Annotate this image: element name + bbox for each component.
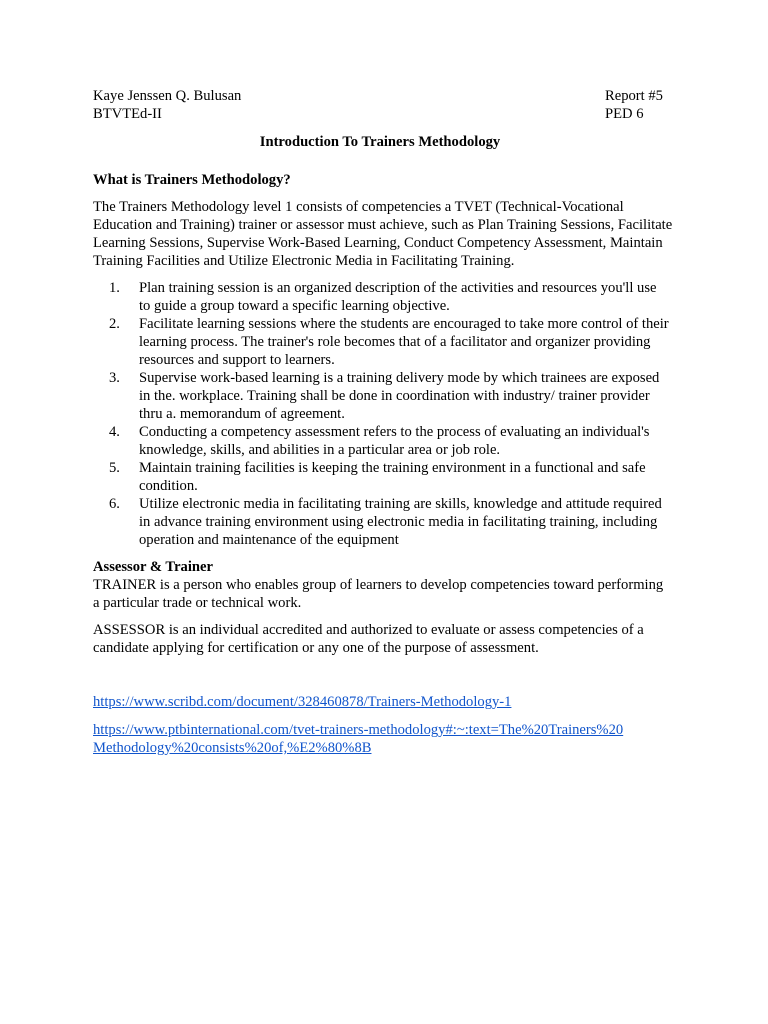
reference-links bbox=[93, 693, 671, 757]
competency-list bbox=[93, 279, 671, 549]
list-item bbox=[93, 459, 671, 495]
list-item-text: Plan training session is an organized description of the activities and resources you'll use to guide a group toward a specific learning objective. bbox=[139, 280, 657, 314]
list-item-number: 4. bbox=[109, 424, 120, 440]
list-item bbox=[93, 369, 671, 423]
section-heading-what-is: What is Trainers Methodology? bbox=[93, 172, 291, 188]
list-item bbox=[93, 423, 671, 459]
list-item-number: 3. bbox=[109, 370, 120, 386]
list-item-text: Conducting a competency assessment refers to the process of evaluating an individual's knowledge, skills, and abilities in a particular area or job role. bbox=[139, 424, 650, 458]
reference-link-scribd[interactable]: https://www.scribd.com/document/328460878/Trainers-Methodology-1 bbox=[93, 694, 512, 710]
author-name: Kaye Jenssen Q. Bulusan bbox=[93, 88, 242, 104]
document-title: Introduction To Trainers Methodology bbox=[259, 134, 501, 150]
header-row-1 bbox=[93, 87, 671, 105]
list-item bbox=[93, 315, 671, 369]
list-item-number: 5. bbox=[109, 460, 120, 476]
section-heading-assessor-trainer: Assessor & Trainer bbox=[93, 559, 213, 575]
assessor-paragraph: ASSESSOR is an individual accredited and authorized to evaluate or assess competencies of a candidate applying for certification or any one of the purpose of assessment. bbox=[93, 622, 644, 656]
list-item-number: 1. bbox=[109, 280, 120, 296]
list-item-number: 2. bbox=[109, 316, 120, 332]
list-item-text: Supervise work-based learning is a training delivery mode by which trainees are exposed in the. workplace. Training shall be done in coordination with industry/ trainer provider thru a. memorandum of agreement. bbox=[139, 370, 660, 422]
list-item bbox=[93, 495, 671, 549]
list-item-text: Facilitate learning sessions where the students are encouraged to take more control of their learning process. The trainer's role becomes that of a facilitator and organizer providing resources and support to learners. bbox=[139, 316, 669, 368]
list-item bbox=[93, 279, 671, 315]
subject-label: PED 6 bbox=[605, 106, 644, 122]
reference-link-ptbinternational[interactable]: https://www.ptbinternational.com/tvet-trainers-methodology#:~:text=The%20Trainers%20Methodology%20consists%20of,%E2%80%8B bbox=[93, 722, 624, 756]
trainer-paragraph: TRAINER is a person who enables group of learners to develop competencies toward performing a particular trade or technical work. bbox=[93, 577, 664, 611]
list-item-text: Maintain training facilities is keeping the training environment in a functional and safe condition. bbox=[139, 460, 646, 494]
document-page bbox=[93, 87, 671, 757]
report-number: Report #5 bbox=[605, 88, 663, 104]
intro-paragraph: The Trainers Methodology level 1 consists of competencies a TVET (Technical-Vocational Education and Training) trainer or assessor must achieve, such as Plan Training Sessions, Facilitate Learning Sessions, Supervise Work-Based Learning, Conduct Competency Assessment, Maintain Training Facilities and Utilize Electronic Media in Facilitating Training. bbox=[93, 199, 673, 269]
list-item-text: Utilize electronic media in facilitating training are skills, knowledge and attitude required in advance training environment using electronic media in facilitating training, including operation and maintenance of the equipment bbox=[139, 496, 662, 548]
course-label: BTVTEd-II bbox=[93, 106, 162, 122]
header-row-2 bbox=[93, 105, 671, 123]
list-item-number: 6. bbox=[109, 496, 120, 512]
